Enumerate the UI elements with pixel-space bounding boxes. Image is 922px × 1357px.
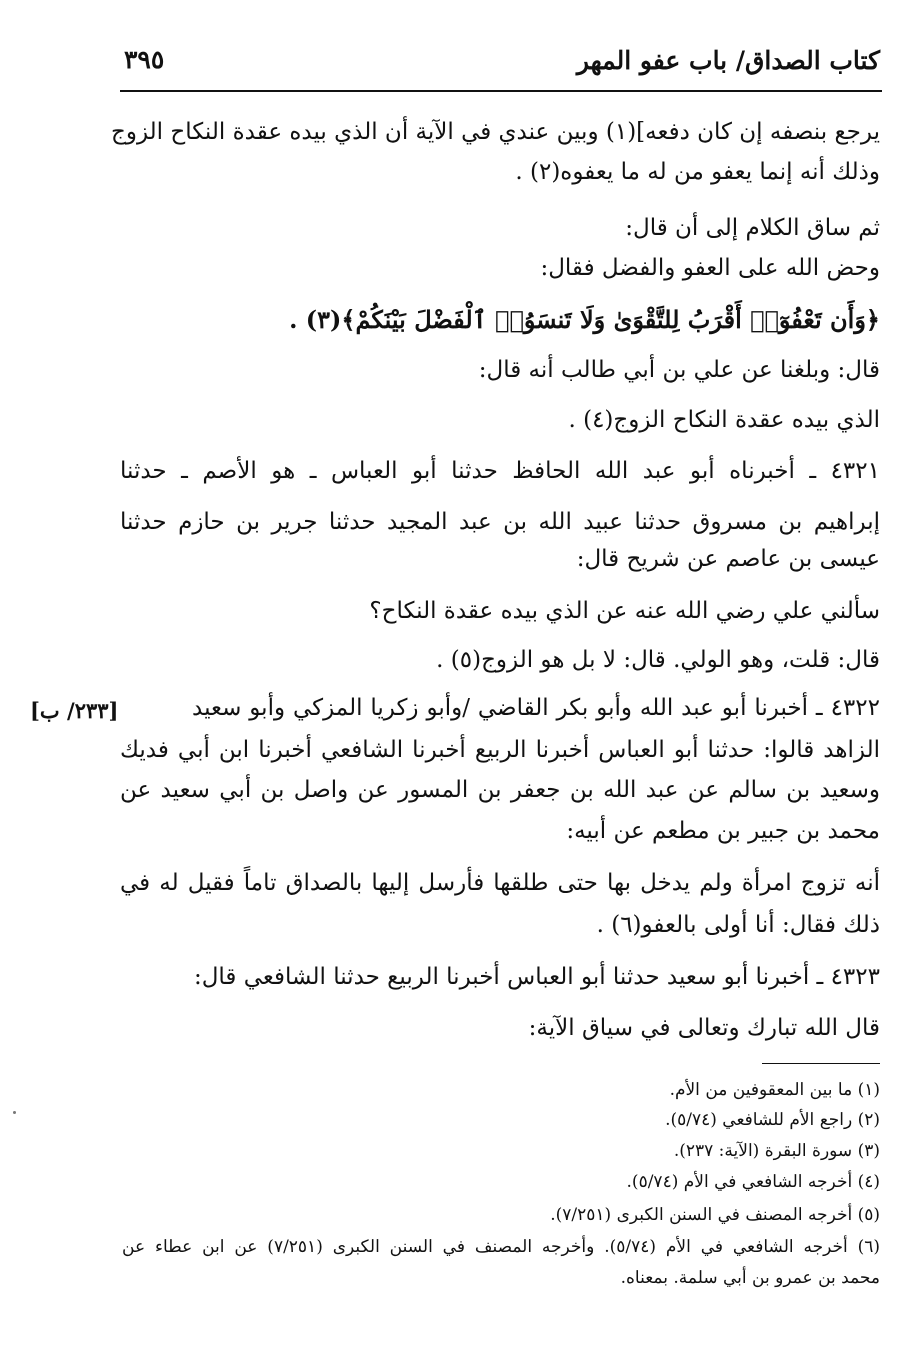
hadith-chain-line: ٤٣٢٣ ـ أخبرنا أبو سعيد حدثنا أبو العباس أخبرنا الربيع حدثنا الشافعي قال: <box>193 964 880 990</box>
text-line: وذلك أنه إنما يعفو من له ما يعفوه(٢) . <box>515 159 880 185</box>
footnote: (٦) أخرجه الشافعي في الأم (٥/٧٤). وأخرجه المصنف في السنن الكبرى (٧/٢٥١) عن ابن عطاء عن <box>122 1237 880 1257</box>
hadith-chain-line: عيسى بن عاصم عن شريح قال: <box>576 546 880 572</box>
text-line: يرجع بنصفه إن كان دفعه](١) وبين عندي في الآية أن الذي بيده عقدة النكاح الزوج <box>111 119 880 145</box>
hadith-chain-line: ٤٣٢٢ ـ أخبرنا أبو عبد الله وأبو بكر القاضي /وأبو زكريا المزكي وأبو سعيد <box>192 695 880 721</box>
hadith-chain-line: ٤٣٢١ ـ أخبرناه أبو عبد الله الحافظ حدثنا أبو العباس ـ هو الأصم ـ حدثنا <box>120 458 880 484</box>
quran-verse: ﴿وَأَن تَعْفُوٓا۟ أَقْرَبُ لِلتَّقْوَىٰ وَلَا تَنسَوُا۟ ٱلْفَضْلَ بَيْنَكُمْ﴾(٣) . <box>289 305 880 334</box>
text-line: ذلك فقال: أنا أولى بالعفو(٦) . <box>596 912 880 938</box>
text-line: قال الله تبارك وتعالى في سياق الآية: <box>528 1015 880 1041</box>
manuscript-folio-tag: [٢٣٣/ ب] <box>30 698 119 723</box>
footnote: (٥) أخرجه المصنف في السنن الكبرى (٧/٢٥١). <box>550 1205 880 1225</box>
text-line: سألني علي رضي الله عنه عن الذي بيده عقدة النكاح؟ <box>369 598 880 624</box>
hadith-chain-line: إبراهيم بن مسروق حدثنا عبيد الله بن عبد المجيد حدثنا جرير بن حازم حدثنا <box>120 509 880 535</box>
text-line: أنه تزوج امرأة ولم يدخل بها حتى طلقها فأرسل إليها بالصداق تاماً فقيل له في <box>120 870 880 896</box>
text-line: قال: وبلغنا عن علي بن أبي طالب أنه قال: <box>478 357 880 383</box>
footnote: (٤) أخرجه الشافعي في الأم (٥/٧٤). <box>626 1172 880 1192</box>
hadith-chain-line: وسعيد بن سالم عن عبد الله بن جعفر بن المسور عن واصل بن أبي سعيد عن <box>120 777 880 803</box>
text-line: قال: قلت، وهو الولي. قال: لا بل هو الزوج(٥) . <box>436 647 880 673</box>
text-line: الذي بيده عقدة النكاح الزوج(٤) . <box>568 407 880 433</box>
page-number: ٣٩٥ <box>124 45 165 74</box>
hadith-chain-line: محمد بن جبير بن مطعم عن أبيه: <box>566 818 880 844</box>
scan-speck <box>13 1111 16 1114</box>
text-line: وحض الله على العفو والفضل فقال: <box>540 255 880 281</box>
text-line: ثم ساق الكلام إلى أن قال: <box>625 215 880 241</box>
footnote-rule <box>762 1063 880 1064</box>
running-header-title: كتاب الصداق/ باب عفو المهر <box>576 46 880 75</box>
footnote: (٢) راجع الأم للشافعي (٥/٧٤). <box>665 1110 880 1130</box>
footnote: (٣) سورة البقرة (الآية: ٢٣٧). <box>673 1141 880 1161</box>
footnote-continuation: محمد بن عمرو بن أبي سلمة. بمعناه. <box>620 1268 880 1288</box>
header-rule <box>120 90 882 92</box>
footnote: (١) ما بين المعقوفين من الأم. <box>669 1080 880 1100</box>
hadith-chain-line: الزاهد قالوا: حدثنا أبو العباس أخبرنا الربيع أخبرنا الشافعي أخبرنا ابن أبي فديك <box>120 737 880 763</box>
